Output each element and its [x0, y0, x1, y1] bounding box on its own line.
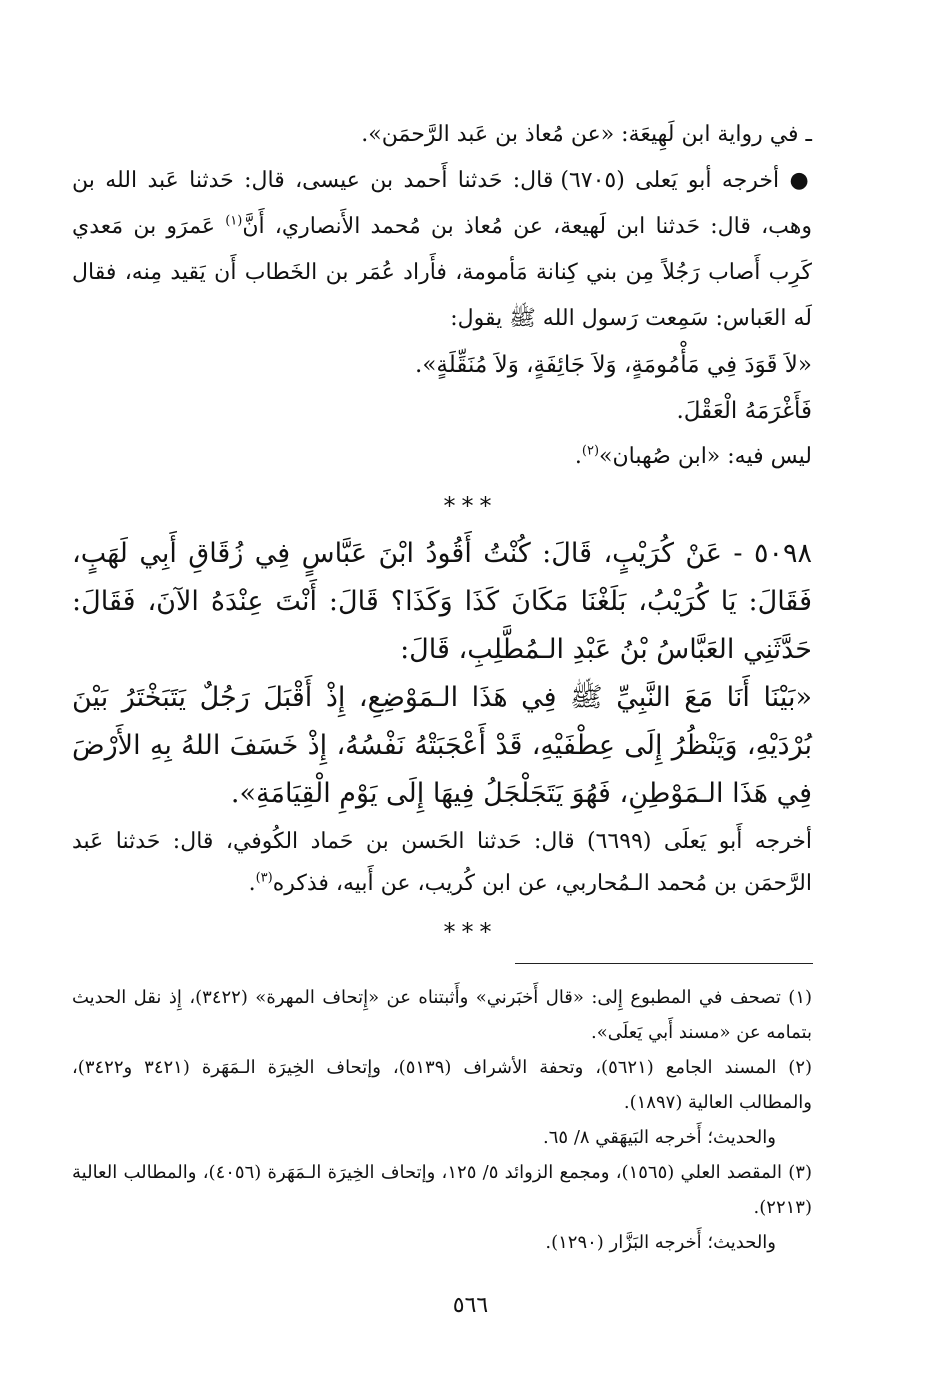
hadith-paragraph-2: «بَيْنَا أَنَا مَعَ النَّبِيِّ ﷺ فِي هَذَا الـمَوْضِعِ، إِذْ أَقْبَلَ رَجُلٌ يَتَبَخْتَرُ بَيْنَ بُرْدَيْهِ، وَيَنْظُرُ إِلَى عِطْفَيْهِ، قَدْ أَعْجَبَتْهُ نَفْسُهُ، إِذْ خَسَفَ اللهُ بِهِ الأَرْضَ فِي هَذَا الـمَوْطِنِ، فَهُوَ يَتَجَلْجَلُ فِيهَا إِلَى يَوْمِ الْقِيَامَةِ». [72, 682, 812, 809]
footnotes-section [72, 980, 812, 1260]
takhrij-paragraph-1 [72, 158, 812, 342]
footnote-3: (٣) المقصد العلي (١٥٦٥)، ومجمع الزوائد ٥/ ١٢٥، وإتحاف الخِيرَة الـمَهَرة (٤٠٥٦)، والمطالب العالية (٢٢١٣). [72, 1162, 812, 1218]
hadith-number: ٥٠٩٨ [753, 538, 812, 569]
takhrij-text-1: أخرجه أبو يَعلى (٦٧٠٥) قال: حَدثنا أَحمد بن عيسى، قال: حَدثنا عَبد الله بن وهب، قال: حَدثنا ابن لَهيعة، عن مُعاذ بن مُحمد الأَنصاري، أَنَّ [72, 168, 812, 239]
footnote-2: (٢) المسند الجامع (٥٦٢١)، وتحفة الأشراف (٥١٣٩)، وإتحاف الخِيرَة الـمَهَرة (٣٤٢١ و٣٤٢٢)، والمطالب العالية (١٨٩٧). [72, 1057, 813, 1113]
not-in-text: ليس فيه: «ابن صُهبان» [599, 444, 812, 469]
takhrij-paragraph-2 [72, 821, 812, 905]
quote-line-1: «لاَ قَوَدَ فِي مَأْمُومَةٍ، وَلاَ جَائِفَةٍ، وَلاَ مُنَقِّلَةٍ». [415, 352, 812, 378]
footnote-divider [515, 963, 813, 964]
page-number: ٥٦٦ [452, 1293, 489, 1318]
not-in-line [72, 434, 812, 480]
variant-line: ـ في رواية ابن لَهِيعَة: «عن مُعاذ بن عَبد الرَّحمَن». [361, 122, 812, 147]
footnote-1: (١) تصحف في المطبوع إِلى: «قال أَخبَرني» وأَثبتناه عن «إِتحاف المهرة» (٣٤٢٢)، إِذ نقل الحديث بتمامه عن «مسند أَبي يَعلَى». [72, 987, 813, 1043]
footnote-3-sub: والحديث؛ أَخرجه البَزَّار (١٢٩٠). [545, 1232, 776, 1253]
takhrij-text-2: أخرجه أَبو يَعلَى (٦٦٩٩) قال: حَدثنا الحَسن بن حَماد الكُوفي، قال: حَدثنا عَبد الرَّحمَن بن مُحمد الـمُحاربي، عن ابن كُريب، عن أَبيه، فذكره [72, 829, 812, 896]
footnote-ref-3[interactable]: (٣) [255, 870, 273, 886]
takhrij-text-1-cont: عَمرَو بن مَعدي كَرِب أَصاب رَجُلاً مِن بني كِنانة مَأمومة، فأَراد عُمَر بن الخَطاب أَن يَقيد مِنه، فقال لَه العَباس: سَمِعت رَسول الله ﷺ يقول: [72, 214, 812, 331]
takhrij-section [72, 821, 812, 905]
hadith-text-1: - عَنْ كُرَيْبٍ، قَالَ: كُنْتُ أَقُودُ ابْنَ عَبَّاسٍ فِي زُقَاقِ أَبِي لَهَبٍ، فَقَالَ: يَا كُرَيْبُ، بَلَغْنَا مَكَانَ كَذَا وَكَذَا؟ قَالَ: أَنْتَ عِنْدَهُ الآنَ، فَقَالَ: حَدَّثَنِي العَبَّاسُ بْنُ عَبْدِ الـمُطَّلِبِ، قَالَ: [72, 538, 812, 665]
not-in-end: . [574, 444, 582, 469]
separator-stars-2: *** [443, 918, 498, 946]
separator-stars-1: *** [443, 492, 498, 520]
intro-section [72, 112, 812, 480]
bullet-icon: ● [789, 168, 812, 193]
footnote-2-sub: والحديث؛ أَخرجه البَيهَقي ٨/ ٦٥. [543, 1127, 776, 1148]
footnote-ref-1[interactable]: (١) [225, 213, 243, 229]
hadith-paragraph-1 [72, 530, 812, 674]
takhrij-text-2-end: . [248, 871, 256, 896]
quote-line-2: فَأَغْرَمَهُ الْعَقْلَ. [676, 398, 812, 424]
footnote-ref-2[interactable]: (٢) [581, 443, 600, 459]
hadith-section [72, 530, 812, 818]
